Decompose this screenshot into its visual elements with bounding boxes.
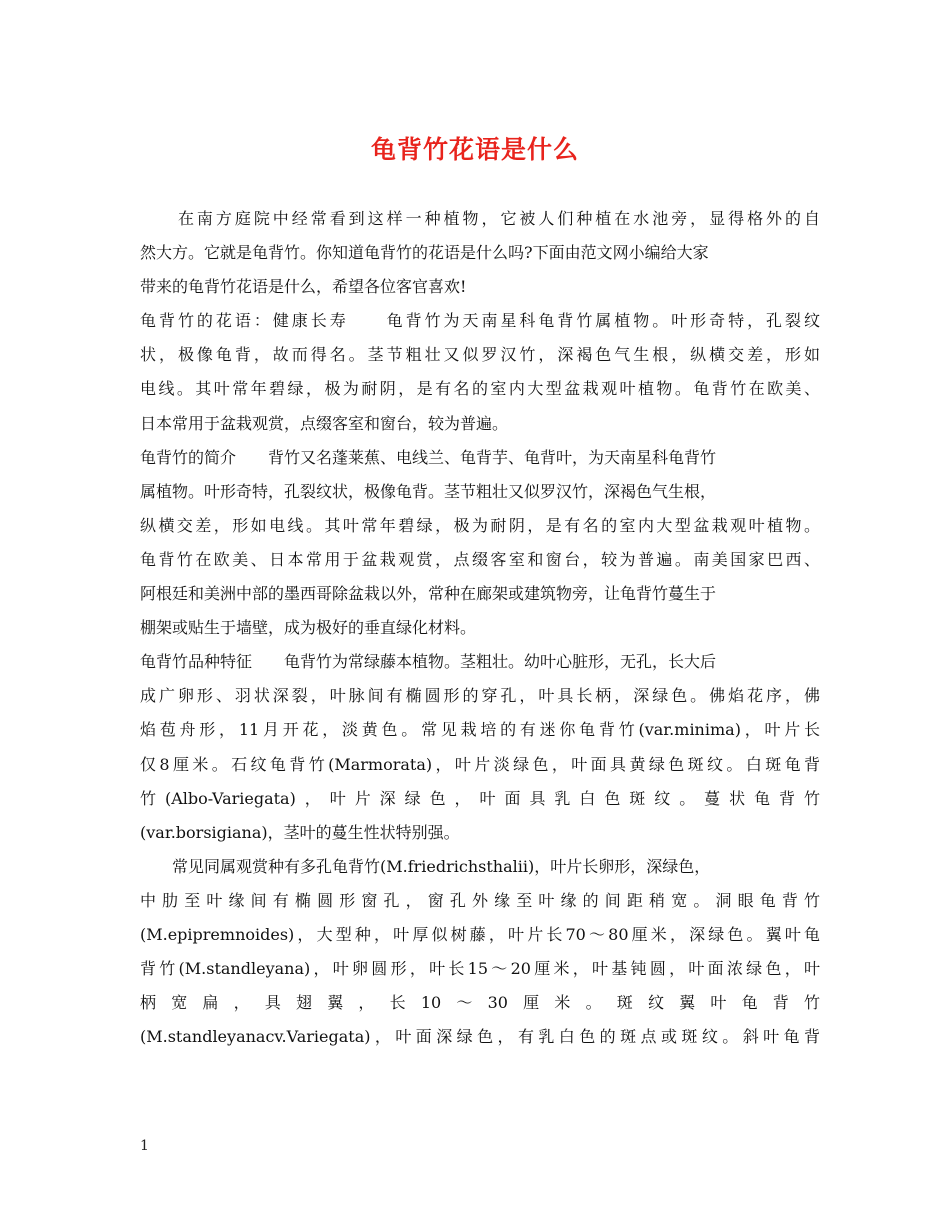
text-line: 龟背竹的简介 背竹又名蓬莱蕉、电线兰、龟背芋、龟背叶，为天南星科龟背竹 bbox=[140, 447, 717, 467]
text-line: 焰苞舟形，11月开花，淡黄色。常见栽培的有迷你龟背竹(var.minima)，叶片长 bbox=[140, 720, 820, 740]
text-line: 状，极像龟背，故而得名。茎节粗壮又似罗汉竹，深褐色气生根，纵横交差，形如 bbox=[140, 345, 820, 365]
text-line: 属植物。叶形奇特，孔裂纹状，极像龟背。茎节粗壮又似罗汉竹，深褐色气生根， bbox=[140, 481, 717, 501]
text-line: (M.standleyanacv.Variegata)，叶面深绿色，有乳白色的斑点或斑纹。斜叶龟背 bbox=[140, 1027, 820, 1047]
text-line: 棚架或贴生于墙壁，成为极好的垂直绿化材料。 bbox=[140, 618, 477, 638]
text-line: 成广卵形、羽状深裂，叶脉间有椭圆形的穿孔，叶具长柄，深绿色。佛焰花序，佛 bbox=[140, 686, 820, 706]
page-number: 1 bbox=[140, 1138, 149, 1154]
text-line: 然大方。它就是龟背竹。你知道龟背竹的花语是什么吗?下面由范文网小编给大家 bbox=[140, 243, 709, 263]
text-line: 柄宽扁，具翅翼，长10～30厘米。斑纹翼叶龟背竹 bbox=[140, 993, 820, 1013]
text-line: (M.epipremnoides)，大型种，叶厚似树藤，叶片长70～80厘米，深绿色。翼叶龟 bbox=[140, 924, 820, 944]
text-line: 常见同属观赏种有多孔龟背竹(M.friedrichsthalii)，叶片长卵形，深绿色， bbox=[140, 856, 711, 876]
text-line: 带来的龟背竹花语是什么，希望各位客官喜欢! bbox=[140, 277, 467, 297]
text-line: 龟背竹品种特征 龟背竹为常绿藤本植物。茎粗壮。幼叶心脏形，无孔，长大后 bbox=[140, 652, 717, 672]
document-title: 龟背竹花语是什么 bbox=[370, 135, 579, 164]
text-line: 背竹(M.standleyana)，叶卵圆形，叶长15～20厘米，叶基钝圆，叶面浓绿色，叶 bbox=[140, 959, 820, 979]
text-line: (var.borsigiana)，茎叶的蔓生性状特别强。 bbox=[140, 822, 460, 842]
text-line: 仅8厘米。石纹龟背竹(Marmorata)，叶片淡绿色，叶面具黄绿色斑纹。白斑龟背 bbox=[140, 754, 820, 774]
text-line: 龟背竹在欧美、日本常用于盆栽观赏，点缀客室和窗台，较为普遍。南美国家巴西、 bbox=[140, 549, 820, 569]
text-line: 中肋至叶缘间有椭圆形窗孔，窗孔外缘至叶缘的间距稍宽。洞眼龟背竹 bbox=[140, 890, 820, 910]
text-line: 竹(Albo-Variegata)，叶片深绿色，叶面具乳白色斑纹。蔓状龟背竹 bbox=[140, 788, 820, 808]
document-body bbox=[140, 202, 820, 1054]
text-line: 阿根廷和美洲中部的墨西哥除盆栽以外，常种在廊架或建筑物旁，让龟背竹蔓生于 bbox=[140, 584, 717, 604]
text-line: 在南方庭院中经常看到这样一种植物，它被人们种植在水池旁，显得格外的自 bbox=[140, 209, 820, 228]
text-line: 电线。其叶常年碧绿，极为耐阴，是有名的室内大型盆栽观叶植物。龟背竹在欧美、 bbox=[140, 379, 820, 399]
text-line: 龟背竹的花语：健康长寿 龟背竹为天南星科龟背竹属植物。叶形奇特，孔裂纹 bbox=[140, 311, 820, 331]
text-line: 纵横交差，形如电线。其叶常年碧绿，极为耐阴，是有名的室内大型盆栽观叶植物。 bbox=[140, 515, 820, 535]
text-line: 日本常用于盆栽观赏，点缀客室和窗台，较为普遍。 bbox=[140, 413, 509, 433]
